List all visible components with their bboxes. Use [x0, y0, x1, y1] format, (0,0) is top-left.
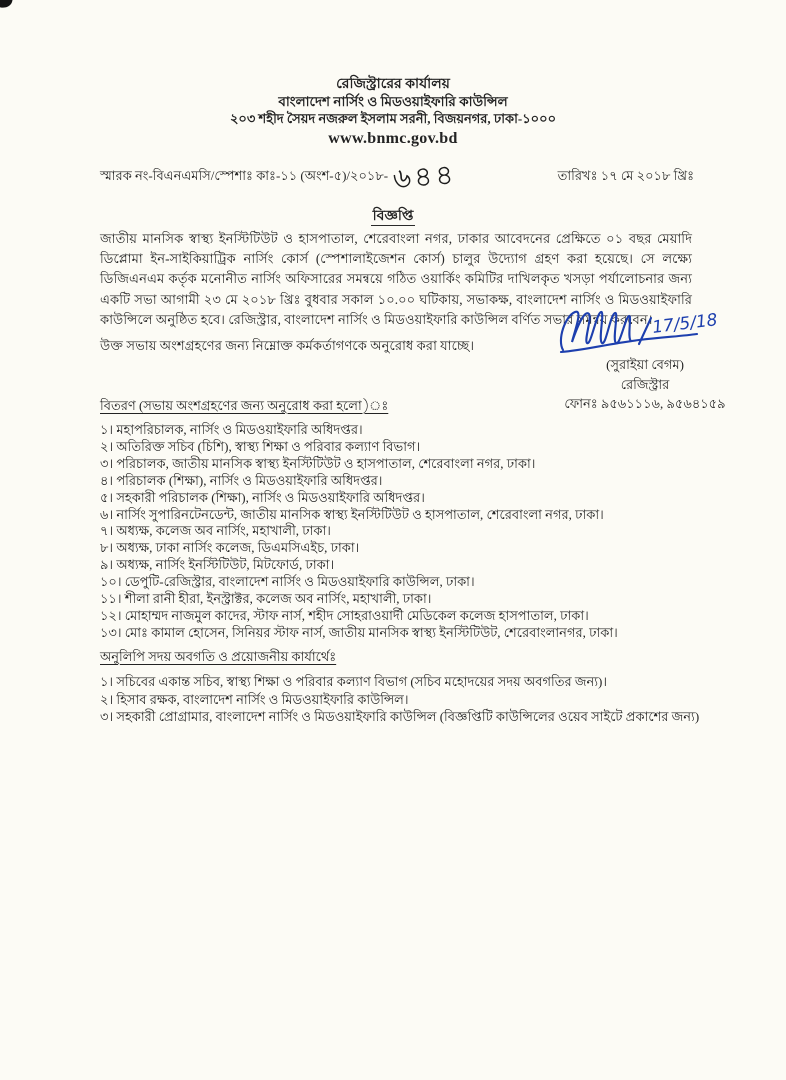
- signatory-designation: রেজিস্ট্রার: [620, 376, 670, 392]
- distribution-item: ৭। অধ্যক্ষ, কলেজ অব নার্সিং, মহাখালী, ঢাকা।: [100, 523, 331, 539]
- website-text: www.bnmc.gov.bd: [328, 130, 458, 147]
- memo-ref-number-handwritten: ৬৪৪: [392, 159, 458, 196]
- copies-item: ২। হিসাব রক্ষক, বাংলাদেশ নার্সিং ও মিডওয়াইফারি কাউন্সিল।: [100, 691, 409, 707]
- distribution-item: ৪। পরিচালক (শিক্ষা), নার্সিং ও মিডওয়াইফারি অধিদপ্তর।: [100, 472, 383, 488]
- signature-scribble-icon: [555, 300, 735, 358]
- memo-row: [100, 159, 694, 196]
- distribution-item: ১৩। মোঃ কামাল হোসেন, সিনিয়র স্টাফ নার্স, জাতীয় মানসিক স্বাস্থ্য ইনস্টিটিউট, শেরেবাংলানগর, ঢাকা।: [100, 624, 618, 640]
- copies-section: [100, 648, 746, 726]
- distribution-item: ২। অতিরিক্ত সচিব (চিশি), স্বাস্থ্য শিক্ষা ও পরিবার কল্যাণ বিভাগ।: [100, 438, 421, 454]
- signature-date-handwritten: 17/5/18: [651, 310, 719, 338]
- request-line: উক্ত সভায় অংশগ্রহণের জন্য নিম্নোক্ত কর্মকর্তাগণকে অনুরোধ করা যাচ্ছে।: [100, 338, 475, 353]
- copies-heading: অনুলিপি সদয় অবগতি ও প্রয়োজনীয় কার্যার্থেঃ: [100, 649, 337, 664]
- org-address: ২০৩ শহীদ সৈয়দ নজরুল ইসলাম সরনী, বিজয়নগর, ঢাকা-১০০০: [229, 111, 557, 126]
- notice-title: [0, 204, 786, 228]
- office-title: রেজিস্ট্রারের কার্যালয়: [336, 77, 450, 92]
- copies-item: ৩। সহকারী প্রোগ্রামার, বাংলাদেশ নার্সিং ও মিডওয়াইফারি কাউন্সিল (বিজ্ঞপ্তিটি কাউন্সিলের ওয়েব সাইটে প্রকাশের জন্য): [100, 709, 700, 725]
- distribution-item: ৫। সহকারী পরিচালক (শিক্ষা), নার্সিং ও মিডওয়াইফারি অধিদপ্তর।: [100, 489, 425, 505]
- letterhead: [0, 76, 786, 147]
- scan-artifact-mark: [0, 0, 13, 10]
- memo-reference: [100, 159, 458, 196]
- copies-item: ১। সচিবের একান্ত সচিব, স্বাস্থ্য শিক্ষা ও পরিবার কল্যাণ বিভাগ (সচিব মহোদয়ের সদয় অবগতির জন্য)।: [100, 674, 607, 689]
- distribution-item: ৬। নার্সিং সুপারিনটেনডেন্ট, জাতীয় মানসিক স্বাস্থ্য ইনস্টিটিউট ও হাসপাতাল, শেরেবাংলা নগর, ঢাকা।: [100, 506, 604, 522]
- distribution-item: ৮। অধ্যক্ষ, ঢাকা নার্সিং কলেজ, ডিএমসিএইচ, ঢাকা।: [100, 540, 360, 556]
- memo-ref-label: স্মারক নং-বিএনএমসি/স্পেশাঃ কাঃ-১১ (অংশ-৫)/২০১৮-: [100, 168, 389, 183]
- notice-body-paragraph: জাতীয় মানসিক স্বাস্থ্য ইনস্টিটিউট ও হাসপাতাল, শেরেবাংলা নগর, ঢাকার আবেদনের প্রেক্ষিতে ০১ বছর মেয়াদি ডিপ্লোমা ইন-সাইকিয়াট্রিক নার্সিং কোর্স (স্পেশালাইজেশন কোর্স) চালুর উদ্যোগ গ্রহণ করা হয়েছে। সে লক্ষ্যে ডিজিএনএম কর্তৃক মনোনীত নার্সিং অফিসারের সমন্বয়ে গঠিত ওয়ার্কিং কমিটির দাখিলকৃত খসড়া পর্যালোচনার জন্য একটি সভা আগামী ২৩ মে ২০১৮ খ্রিঃ বুধবার সকাল ১০.০০ ঘটিকায়, সভাকক্ষ, বাংলাদেশ নার্সিং ও মিডওয়াইফারি কাউন্সিলে অনুষ্ঠিত হবে। রেজিস্ট্রার, বাংলাদেশ নার্সিং ও মিডওয়াইফারি কাউন্সিল বর্ণিত সভার সমন্বয় করবেন।: [100, 231, 692, 327]
- distribution-section: [100, 397, 746, 642]
- notice-title-text: বিজ্ঞপ্তি: [372, 209, 414, 224]
- memo-date: তারিখঃ ১৭ মে ২০১৮ খ্রিঃ: [557, 168, 694, 183]
- distribution-item: ৩। পরিচালক, জাতীয় মানসিক স্বাস্থ্য ইনস্টিটিউট ও হাসপাতাল, শেরেবাংলা নগর, ঢাকা।: [100, 455, 536, 471]
- distribution-item: ১। মহাপরিচালক, নার্সিং ও মিডওয়াইফারি অধিদপ্তর।: [100, 422, 363, 437]
- signatory-name: (সুরাইয়া বেগম): [606, 357, 684, 372]
- signatory-phone: ফোনঃ ৯৫৬১১১৬, ৯৫৬৪১৫৯: [564, 396, 726, 411]
- distribution-heading: বিতরণ (সভায় অংশগ্রহণের জন্য অনুরোধ করা হলো)ঃ: [100, 398, 389, 413]
- distribution-item: ১১। শীলা রানী হীরা, ইনস্ট্রাক্টর, কলেজ অব নার্সিং, মহাখালী, ঢাকা।: [100, 591, 432, 607]
- org-name: বাংলাদেশ নার্সিং ও মিডওয়াইফারি কাউন্সিল: [278, 94, 508, 109]
- distribution-item: ১২। মোহাম্মদ নাজমুল কাদের, স্টাফ নার্স, শহীদ সোহরাওয়ার্দী মেডিকেল কলেজ হাসপাতাল, ঢাকা।: [100, 607, 589, 623]
- distribution-item: ৯। অধ্যক্ষ, নার্সিং ইনস্টিটিউট, মিটফোর্ড, ঢাকা।: [100, 557, 335, 573]
- distribution-item: ১০। ডেপুটি-রেজিস্ট্রার, বাংলাদেশ নার্সিং ও মিডওয়াইফারি কাউন্সিল, ঢাকা।: [100, 574, 475, 590]
